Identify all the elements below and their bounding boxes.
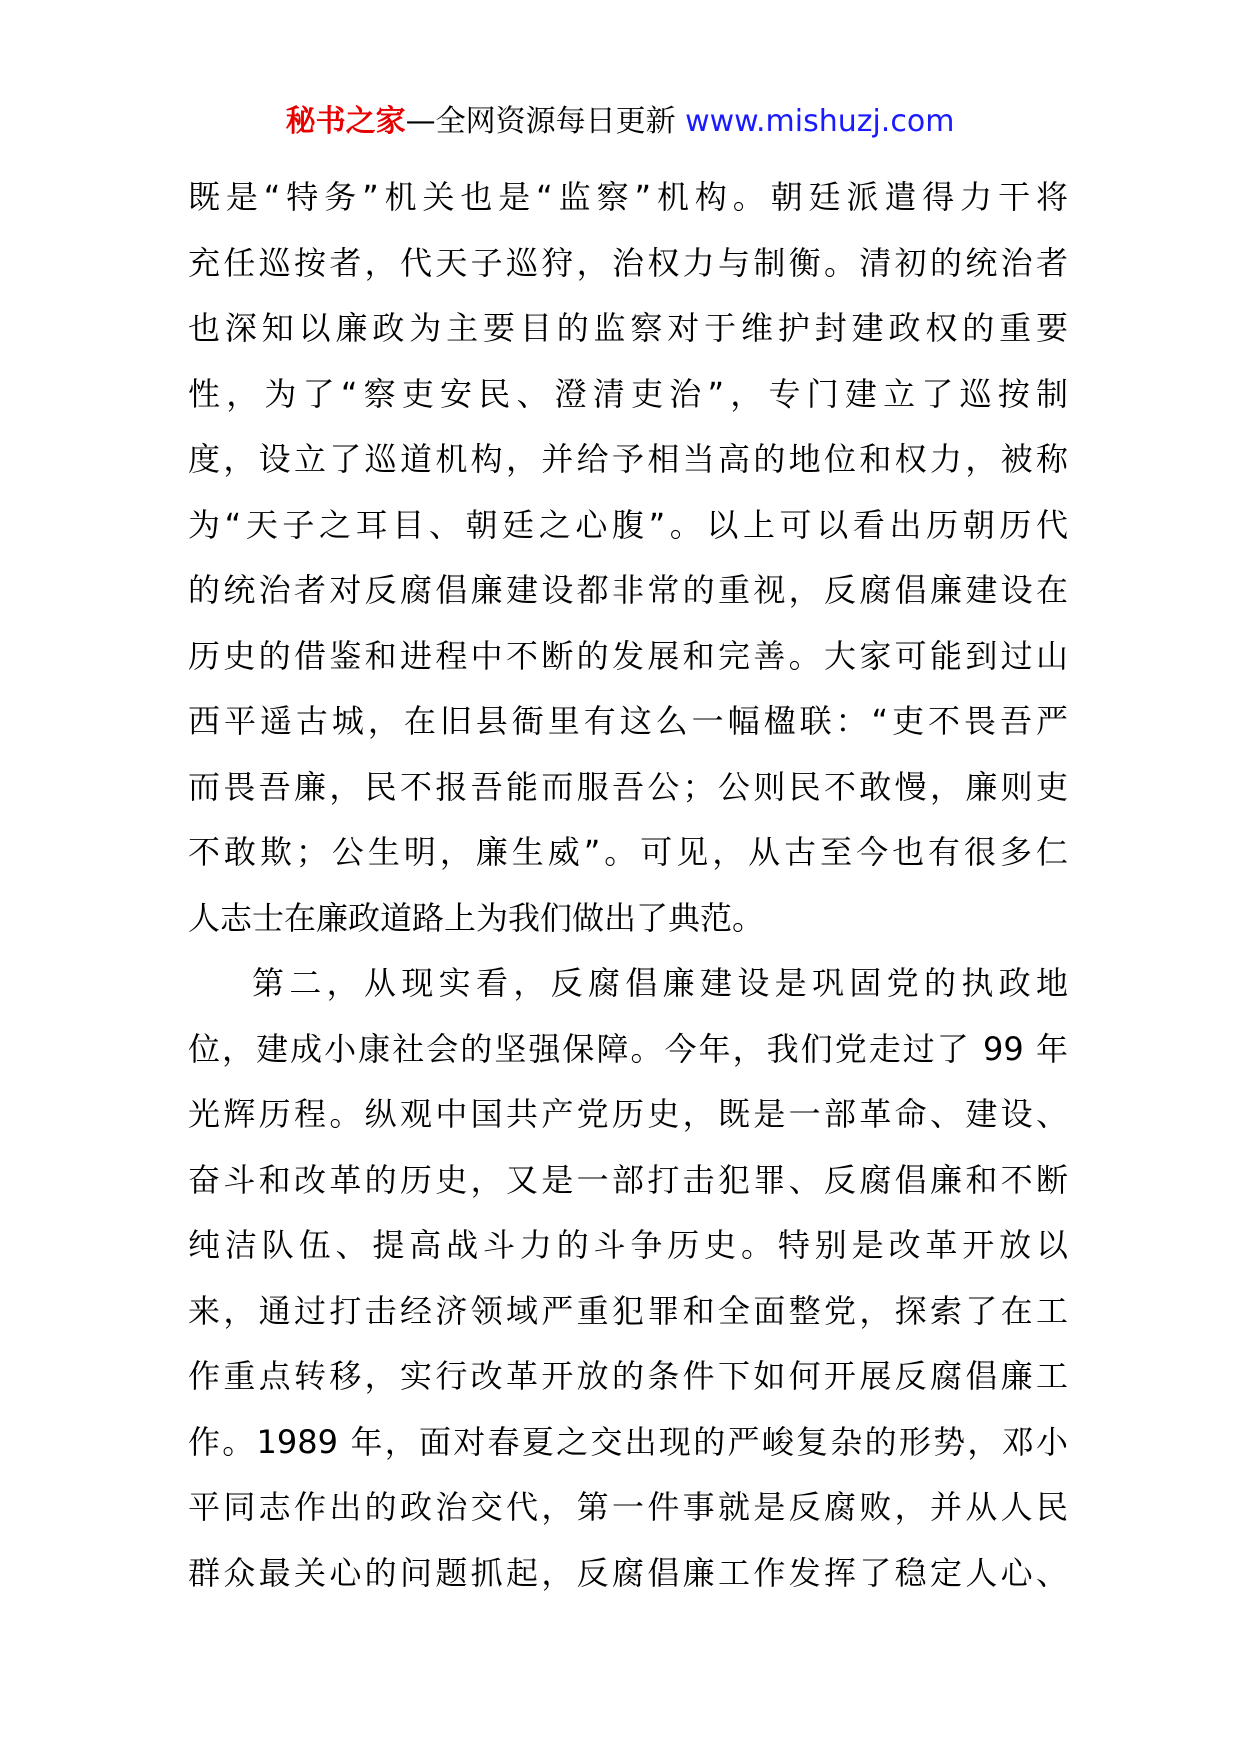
document-body: [188, 165, 1068, 1606]
text-line: 光辉历程。纵观中国共产党历史，既是一部革命、建设、: [188, 1095, 1068, 1133]
paragraph-1: [188, 165, 1068, 951]
brand-name: 秘书之家: [285, 104, 406, 139]
text-line: 作重点转移，实行改革开放的条件下如何开展反腐倡廉工: [188, 1357, 1068, 1395]
text-line: 人志士在廉政道路上为我们做出了典范。: [188, 898, 765, 937]
text-line: 为“天子之耳目、朝廷之心腹”。以上可以看出历朝历代: [188, 505, 1068, 544]
text-line: 第二，从现实看，反腐倡廉建设是巩固党的执政地: [252, 964, 1068, 1002]
text-line: 西平遥古城，在旧县衙里有这么一幅楹联：“吏不畏吾严: [188, 702, 1068, 740]
text-line: 度，设立了巡道机构，并给予相当高的地位和权力，被称: [188, 440, 1068, 478]
text-line: 平同志作出的政治交代，第一件事就是反腐败，并从人民: [188, 1488, 1068, 1526]
text-line: 不敢欺；公生明，廉生威”。可见，从古至今也有很多仁: [188, 833, 1068, 871]
text-line: 的统治者对反腐倡廉建设都非常的重视，反腐倡廉建设在: [188, 571, 1068, 609]
header-tagline: —全网资源每日更新: [405, 104, 676, 139]
text-line: 来，通过打击经济领域严重犯罪和全面整党，探索了在工: [188, 1291, 1068, 1330]
text-line: 而畏吾廉，民不报吾能而服吾公；公则民不敢慢，廉则吏: [188, 767, 1068, 806]
text-line: 作。1989 年，面对春夏之交出现的严峻复杂的形势，邓小: [188, 1422, 1068, 1461]
text-line: 群众最关心的问题抓起，反腐倡廉工作发挥了稳定人心、: [188, 1553, 1068, 1592]
text-line: 充任巡按者，代天子巡狩，治权力与制衡。清初的统治者: [188, 243, 1068, 282]
text-line: 奋斗和改革的历史，又是一部打击犯罪、反腐倡廉和不断: [188, 1160, 1068, 1199]
text-line: 历史的借鉴和进程中不断的发展和完善。大家可能到过山: [188, 636, 1068, 675]
text-line: 位，建成小康社会的坚强保障。今年，我们党走过了 99 年: [188, 1029, 1068, 1068]
text-line: 也深知以廉政为主要目的监察对于维护封建政权的重要: [188, 309, 1068, 347]
text-line: 纯洁队伍、提高战斗力的斗争历史。特别是改革开放以: [188, 1226, 1068, 1264]
text-line: 既是“特务”机关也是“监察”机构。朝廷派遣得力干将: [188, 178, 1068, 216]
paragraph-2: [188, 951, 1068, 1606]
text-line: 性，为了“察吏安民、澄清吏治”，专门建立了巡按制: [188, 374, 1068, 413]
website-url[interactable]: www.mishuzj.com: [675, 104, 955, 139]
page-header: [0, 100, 1240, 144]
